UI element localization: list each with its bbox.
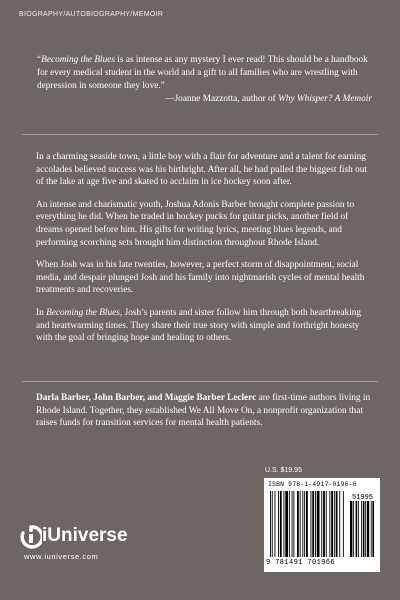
review-quote [37,54,372,93]
quote-text: is as intense as any mystery I ever read! This should be a handbook for every medical student in the world and a gift to all families who are wrestling with depression in someone they love.” [37,55,368,91]
description-paragraph-3: When Josh was in his late twenties, however, a perfect storm of disappointment, social media, and despair plunged Josh and his family into nightmarish cycles of mental health treatments and recoveries. [36,260,365,296]
author-bio [36,392,372,430]
attribution-prefix: —Joanne Mazzotta, author of [165,94,279,104]
divider-bottom [22,381,378,382]
author-names: Darla Barber, John Barber, and Maggie Barber Leclerc [36,393,257,403]
quote-open: “ [37,55,42,65]
description-paragraph-1: In a charming seaside town, a little boy with a flair for adventure and a talent for earning accolades believed success was his birthright. After all, he had pulled the biggest fish out of the lake at age five and skated to acclaim in ice hockey soon after. [36,152,367,188]
barcode-bars [268,491,376,559]
price-code: 51995 [352,494,374,502]
price-label: U.S. $19.95 [265,467,302,474]
isbn-text: ISBN 978-1-4917-0196-6 [268,481,357,488]
p4-prefix: In [36,307,47,318]
review-attribution [37,93,372,106]
quote-book-title: Becoming the Blues [41,55,115,65]
review-blurb [37,54,372,106]
p4-rest: , Josh’s parents and sister follow him through both heartbreaking and heartwarming times. They share their true story with simple and forthright honesty with the goal of bringing hope and healing to others. [36,307,362,344]
publisher-url: www.iuniverse.com [24,552,99,561]
description-paragraph-4 [36,307,372,345]
publisher-name: iUniverse [42,525,128,546]
ean-digits: 9 781491 701966 [266,559,336,567]
book-description [36,151,372,355]
attribution-book: Why Whisper? A Memoir [278,94,372,104]
iuniverse-logo-icon [20,524,42,552]
divider-top [22,134,378,135]
description-paragraph-2: An intense and charismatic youth, Joshua Adonis Barber brought complete passion to everything he did. When he traded in hockey pucks for guitar picks, another field of dreams opened before him. His gifts for writing lyrics, meeting blues legends, and performing scorching sets brought him distinction throughout Rhode Island. [36,199,355,248]
p4-book-title: Becoming the Blues [46,307,120,318]
category-label: BIOGRAPHY/AUTOBIOGRAPHY/MEMOIR [19,11,164,18]
barcode [264,478,380,572]
author-bio-text: are first-time authors living in Rhode Island. Together, they established We All Move On, a nonprofit organization that raises funds for transition services for mental health patients. [36,393,371,429]
